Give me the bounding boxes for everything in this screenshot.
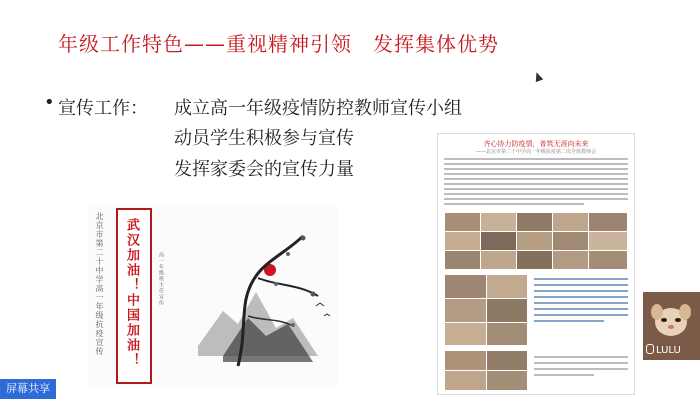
text-line: [444, 163, 628, 165]
poster-vertical-right-text: 高一年级班主任宣传: [158, 252, 164, 306]
bullet-line-1: 成立高一年级疫情防控教师宣传小组: [174, 98, 462, 119]
text-line: [534, 362, 628, 364]
video-grid-photo-2: [444, 274, 528, 346]
text-line: [534, 356, 628, 358]
text-line: [444, 158, 628, 160]
text-line: [534, 308, 628, 310]
video-grid-photo-3: [444, 350, 528, 390]
text-line: [534, 302, 628, 304]
text-line: [444, 168, 628, 170]
bullet-line-2: 动员学生积极参与宣传: [174, 128, 354, 149]
text-line: [444, 198, 628, 200]
text-line: [534, 368, 628, 370]
video-grid-photo: [444, 212, 628, 270]
newsletter-subtitle: ——北京市第二十中学高一年级抗疫第二次全体教师会: [475, 149, 596, 155]
text-line: [534, 374, 594, 376]
text-line: [444, 188, 628, 190]
text-line: [534, 278, 628, 280]
text-line: [534, 290, 628, 292]
bullet-line-3: 发挥家委会的宣传力量: [174, 159, 354, 180]
microphone-icon: [646, 344, 654, 354]
slogan-box: [116, 208, 152, 384]
slide-title: 年级工作特色——重视精神引领 发挥集体优势: [58, 32, 499, 56]
text-line: [444, 183, 628, 185]
bullet-dot: •: [44, 92, 55, 113]
text-line: [534, 320, 604, 322]
webcam-name-label: [646, 344, 681, 356]
slogan-text: 武汉加油！中国加油！: [124, 218, 139, 368]
bullet-label: 宣传工作：: [58, 98, 148, 119]
text-line: [444, 203, 584, 205]
screen-share-button[interactable]: 屏幕共享: [0, 379, 56, 399]
newsletter-title: 齐心协力防疫情，普筑无涯向未来: [483, 140, 589, 148]
newsletter-image: [437, 133, 635, 395]
webcam-name-text: LULU: [656, 345, 681, 356]
text-line: [444, 178, 628, 180]
text-line: [444, 193, 628, 195]
poster-vertical-left-text: 北京市第二十中学高一年级抗疫宣传: [95, 212, 104, 356]
text-line: [534, 296, 628, 298]
text-line: [444, 173, 628, 175]
text-line: [534, 284, 628, 286]
text-line: [534, 314, 628, 316]
